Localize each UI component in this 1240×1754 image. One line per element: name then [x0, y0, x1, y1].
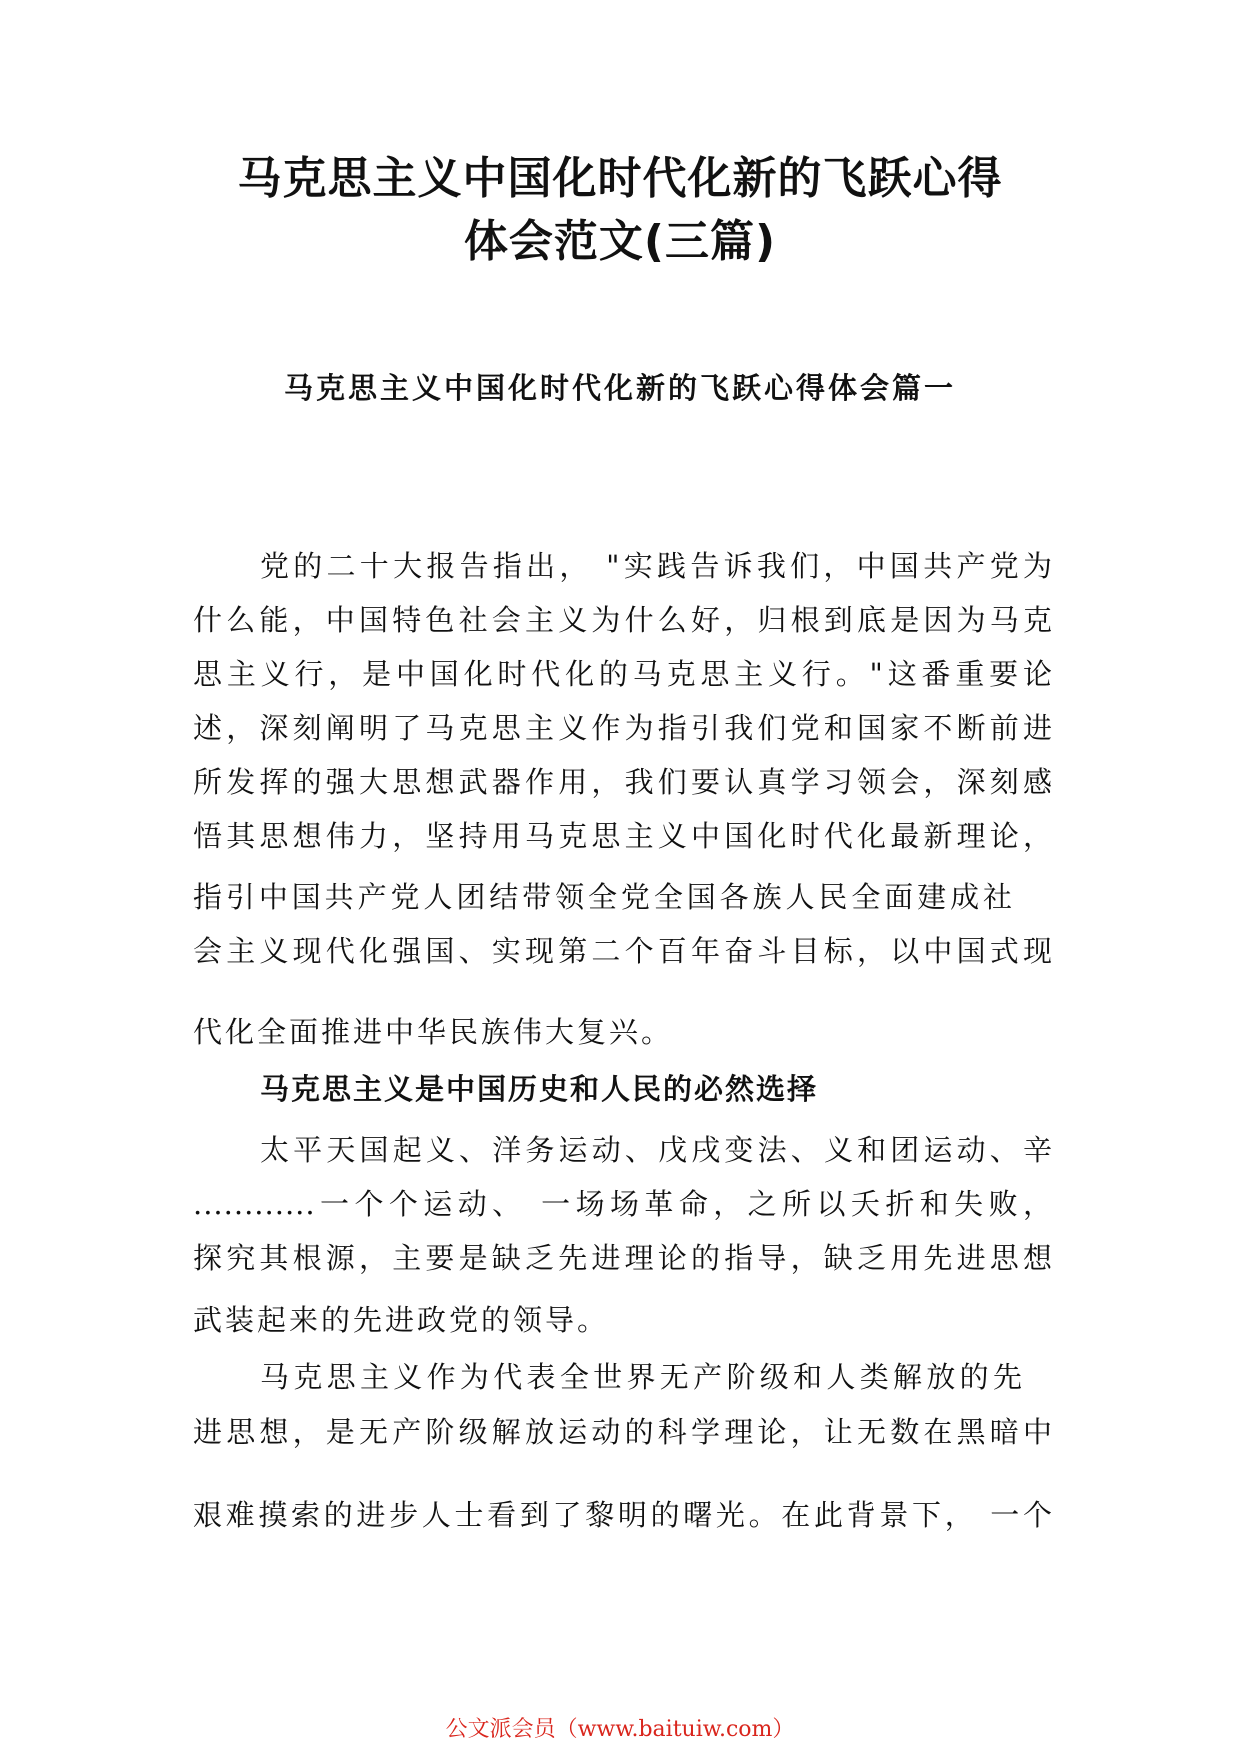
document-title-line-2: 体会范文(三篇)	[463, 216, 777, 267]
paragraph-line: 所发挥的强大思想武器作用，我们要认真学习领会，深刻感	[193, 765, 1053, 799]
footer-watermark: 公文派会员（www.baituiw.com）	[445, 1717, 795, 1742]
subheading: 马克思主义是中国历史和人民的必然选择	[260, 1072, 819, 1106]
paragraph-line: 马克思主义作为代表全世界无产阶级和人类解放的先	[260, 1360, 1023, 1394]
paragraph-line: 指引中国共产党人团结带领全党全国各族人民全面建成社	[193, 880, 1013, 914]
paragraph-line: 太平天国起义、洋务运动、戊戌变法、义和团运动、辛	[260, 1133, 1053, 1167]
section-title: 马克思主义中国化时代化新的飞跃心得体会篇一	[283, 371, 956, 405]
paragraph-line: 代化全面推进中华民族伟大复兴。	[193, 1015, 674, 1049]
paragraph-line: 艰难摸索的进步人士看到了黎明的曙光。在此背景下， 一个	[193, 1498, 1053, 1532]
paragraph-line: 思主义行，是中国化时代化的马克思主义行。"这番重要论	[193, 657, 1053, 691]
paragraph-line: 党的二十大报告指出， "实践告诉我们，中国共产党为	[260, 549, 1053, 583]
paragraph-line: 悟其思想伟力，坚持用马克思主义中国化时代化最新理论，	[193, 819, 1053, 853]
paragraph-line: ............一个个运动、 一场场革命，之所以夭折和失败，	[193, 1187, 1053, 1221]
paragraph-line: 述，深刻阐明了马克思主义作为指引我们党和国家不断前进	[193, 711, 1053, 745]
paragraph-line: 探究其根源，主要是缺乏先进理论的指导，缺乏用先进思想	[193, 1241, 1053, 1275]
paragraph-line: 什么能，中国特色社会主义为什么好，归根到底是因为马克	[193, 603, 1053, 637]
paragraph-line: 进思想，是无产阶级解放运动的科学理论，让无数在黑暗中	[193, 1415, 1053, 1449]
paragraph-line: 会主义现代化强国、实现第二个百年奋斗目标，以中国式现	[193, 934, 1053, 968]
document-title-line-1: 马克思主义中国化时代化新的飞跃心得	[237, 153, 1003, 204]
paragraph-line: 武装起来的先进政党的领导。	[193, 1303, 610, 1337]
